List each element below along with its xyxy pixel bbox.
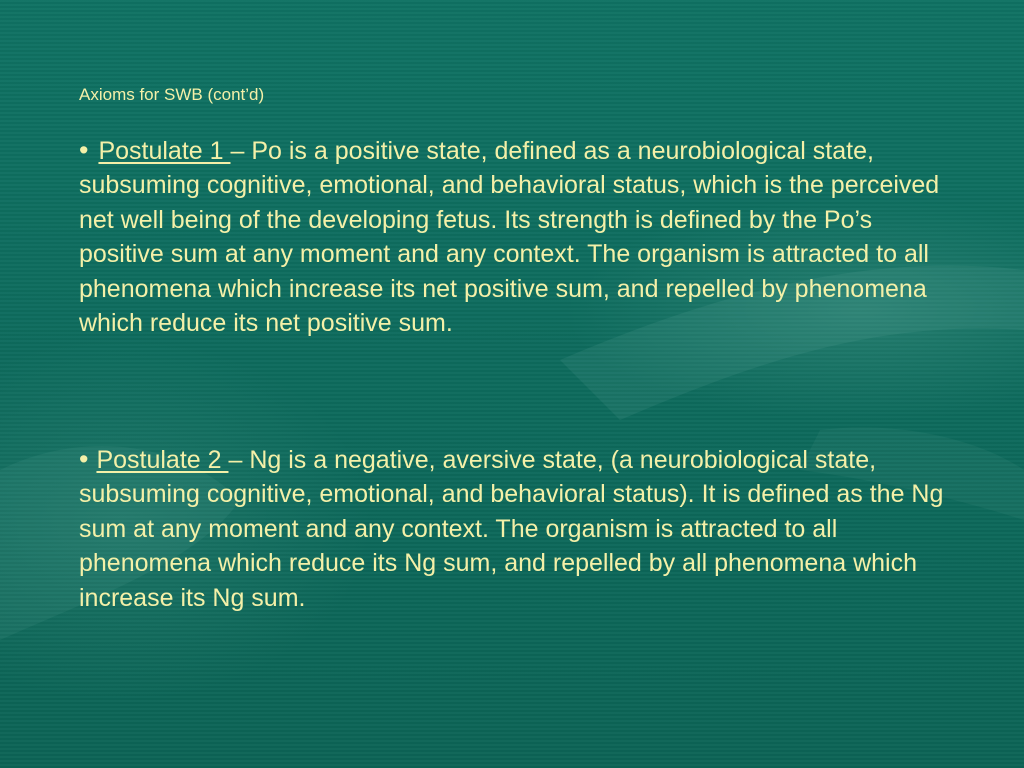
- postulate-1-term: Postulate 1: [98, 137, 231, 165]
- bullet-icon: •: [79, 135, 89, 165]
- slide-title: Axioms for SWB (cont’d): [79, 85, 265, 104]
- postulate-2-text: – Ng is a negative, aversive state, (a neurobiological state, subsuming cognitive, emotional, and behavioral status). It is defined as the Ng sum at any moment and any context. The organism is attracted to all phenomena which reduce its Ng sum, and repelled by all phenomena which increase its Ng sum.: [79, 446, 944, 612]
- postulate-1-paragraph: [79, 133, 959, 340]
- postulate-2-paragraph: [79, 442, 959, 615]
- postulate-2-term: Postulate 2: [96, 446, 229, 474]
- postulate-1-text: – Po is a positive state, defined as a neurobiological state, subsuming cognitive, emotional, and behavioral status, which is the perceived net well being of the developing fetus. Its strength is defined by the Po’s positive sum at any moment and any context. The organism is attracted to all phenomena which increase its net positive sum, and repelled by phenomena which reduce its net positive sum.: [79, 137, 940, 338]
- bullet-icon: •: [79, 444, 89, 474]
